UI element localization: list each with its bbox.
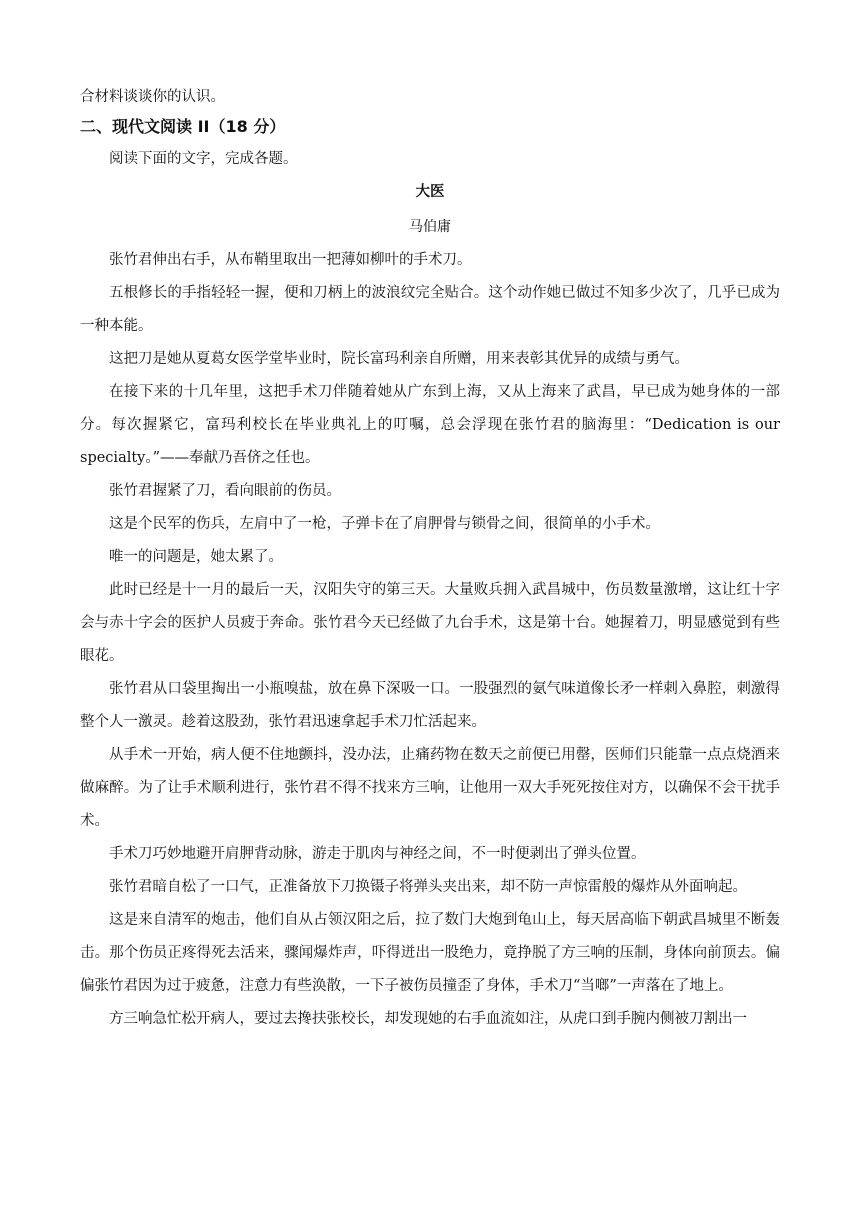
paragraph: 在接下来的十几年里，这把手术刀伴随着她从广东到上海，又从上海来了武昌，早已成为她身体的一部分。每次握紧它，富玛利校长在毕业典礼上的叮嘱，总会浮现在张竹君的脑海里：“Dedication is our specialty。”——奉献乃吾侪之任也。 [80,384,780,466]
paragraph: 这把刀是她从夏葛女医学堂毕业时，院长富玛利亲自所赠，用来表彰其优异的成绩与勇气。 [109,351,689,367]
document-page [80,84,780,1036]
paragraph: 五根修长的手指轻轻一握，便和刀柄上的波浪纹完全贴合。这个动作她已做过不知多少次了，几乎已成为一种本能。 [80,285,780,334]
intro-tail-text: 合材料谈谈你的认识。 [80,89,225,105]
paragraph: 这是来自清军的炮击，他们自从占领汉阳之后，拉了数门大炮到龟山上，每天居高临下朝武昌城里不断轰击。那个伤员正疼得死去活来，骤闻爆炸声，吓得迸出一股绝力，竟挣脱了方三响的压制，身体向前顶去。偏偏张竹君因为过于疲惫，注意力有些涣散，一下子被伤员撞歪了身体，手术刀“当啷”一声落在了地上。 [80,912,780,994]
paragraph: 张竹君握紧了刀，看向眼前的伤员。 [109,483,341,499]
paragraph: 唯一的问题是，她太累了。 [109,549,283,565]
paragraph: 张竹君伸出右手，从布鞘里取出一把薄如柳叶的手术刀。 [109,252,472,268]
paragraph: 方三响急忙松开病人，要过去搀扶张校长，却发现她的右手血流如注，从虎口到手腕内侧被刀割出一 [109,1011,747,1027]
paragraph: 这是个民军的伤兵，左肩中了一枪，子弹卡在了肩胛骨与锁骨之间，很简单的小手术。 [109,516,660,532]
story-title: 大医 [415,184,445,200]
paragraph: 张竹君从口袋里掏出一小瓶嗅盐，放在鼻下深吸一口。一股强烈的氨气味道像长矛一样刺入鼻腔，刺激得整个人一激灵。趁着这股劲，张竹君迅速拿起手术刀忙活起来。 [80,681,780,730]
paragraph: 张竹君暗自松了一口气，正准备放下刀换镊子将弹头夹出来，却不防一声惊雷般的爆炸从外面响起。 [109,879,747,895]
instruction-text: 阅读下面的文字，完成各题。 [109,151,298,167]
story-author: 马伯庸 [409,219,451,235]
paragraph: 手术刀巧妙地避开肩胛背动脉，游走于肌肉与神经之间，不一时便剥出了弹头位置。 [109,846,646,862]
paragraph: 从手术一开始，病人便不住地颤抖，没办法，止痛药物在数天之前便已用罄，医师们只能靠一点点烧酒来做麻醉。为了让手术顺利进行，张竹君不得不找来方三响，让他用一双大手死死按住对方，以确保不会干扰手术。 [80,747,780,829]
paragraph: 此时已经是十一月的最后一天，汉阳失守的第三天。大量败兵拥入武昌城中，伤员数量激增，这让红十字会与赤十字会的医护人员疲于奔命。张竹君今天已经做了九台手术，这是第十台。她握着刀，明显感觉到有些眼花。 [80,582,780,664]
section-heading: 二、现代文阅读 II（18 分） [80,117,286,136]
